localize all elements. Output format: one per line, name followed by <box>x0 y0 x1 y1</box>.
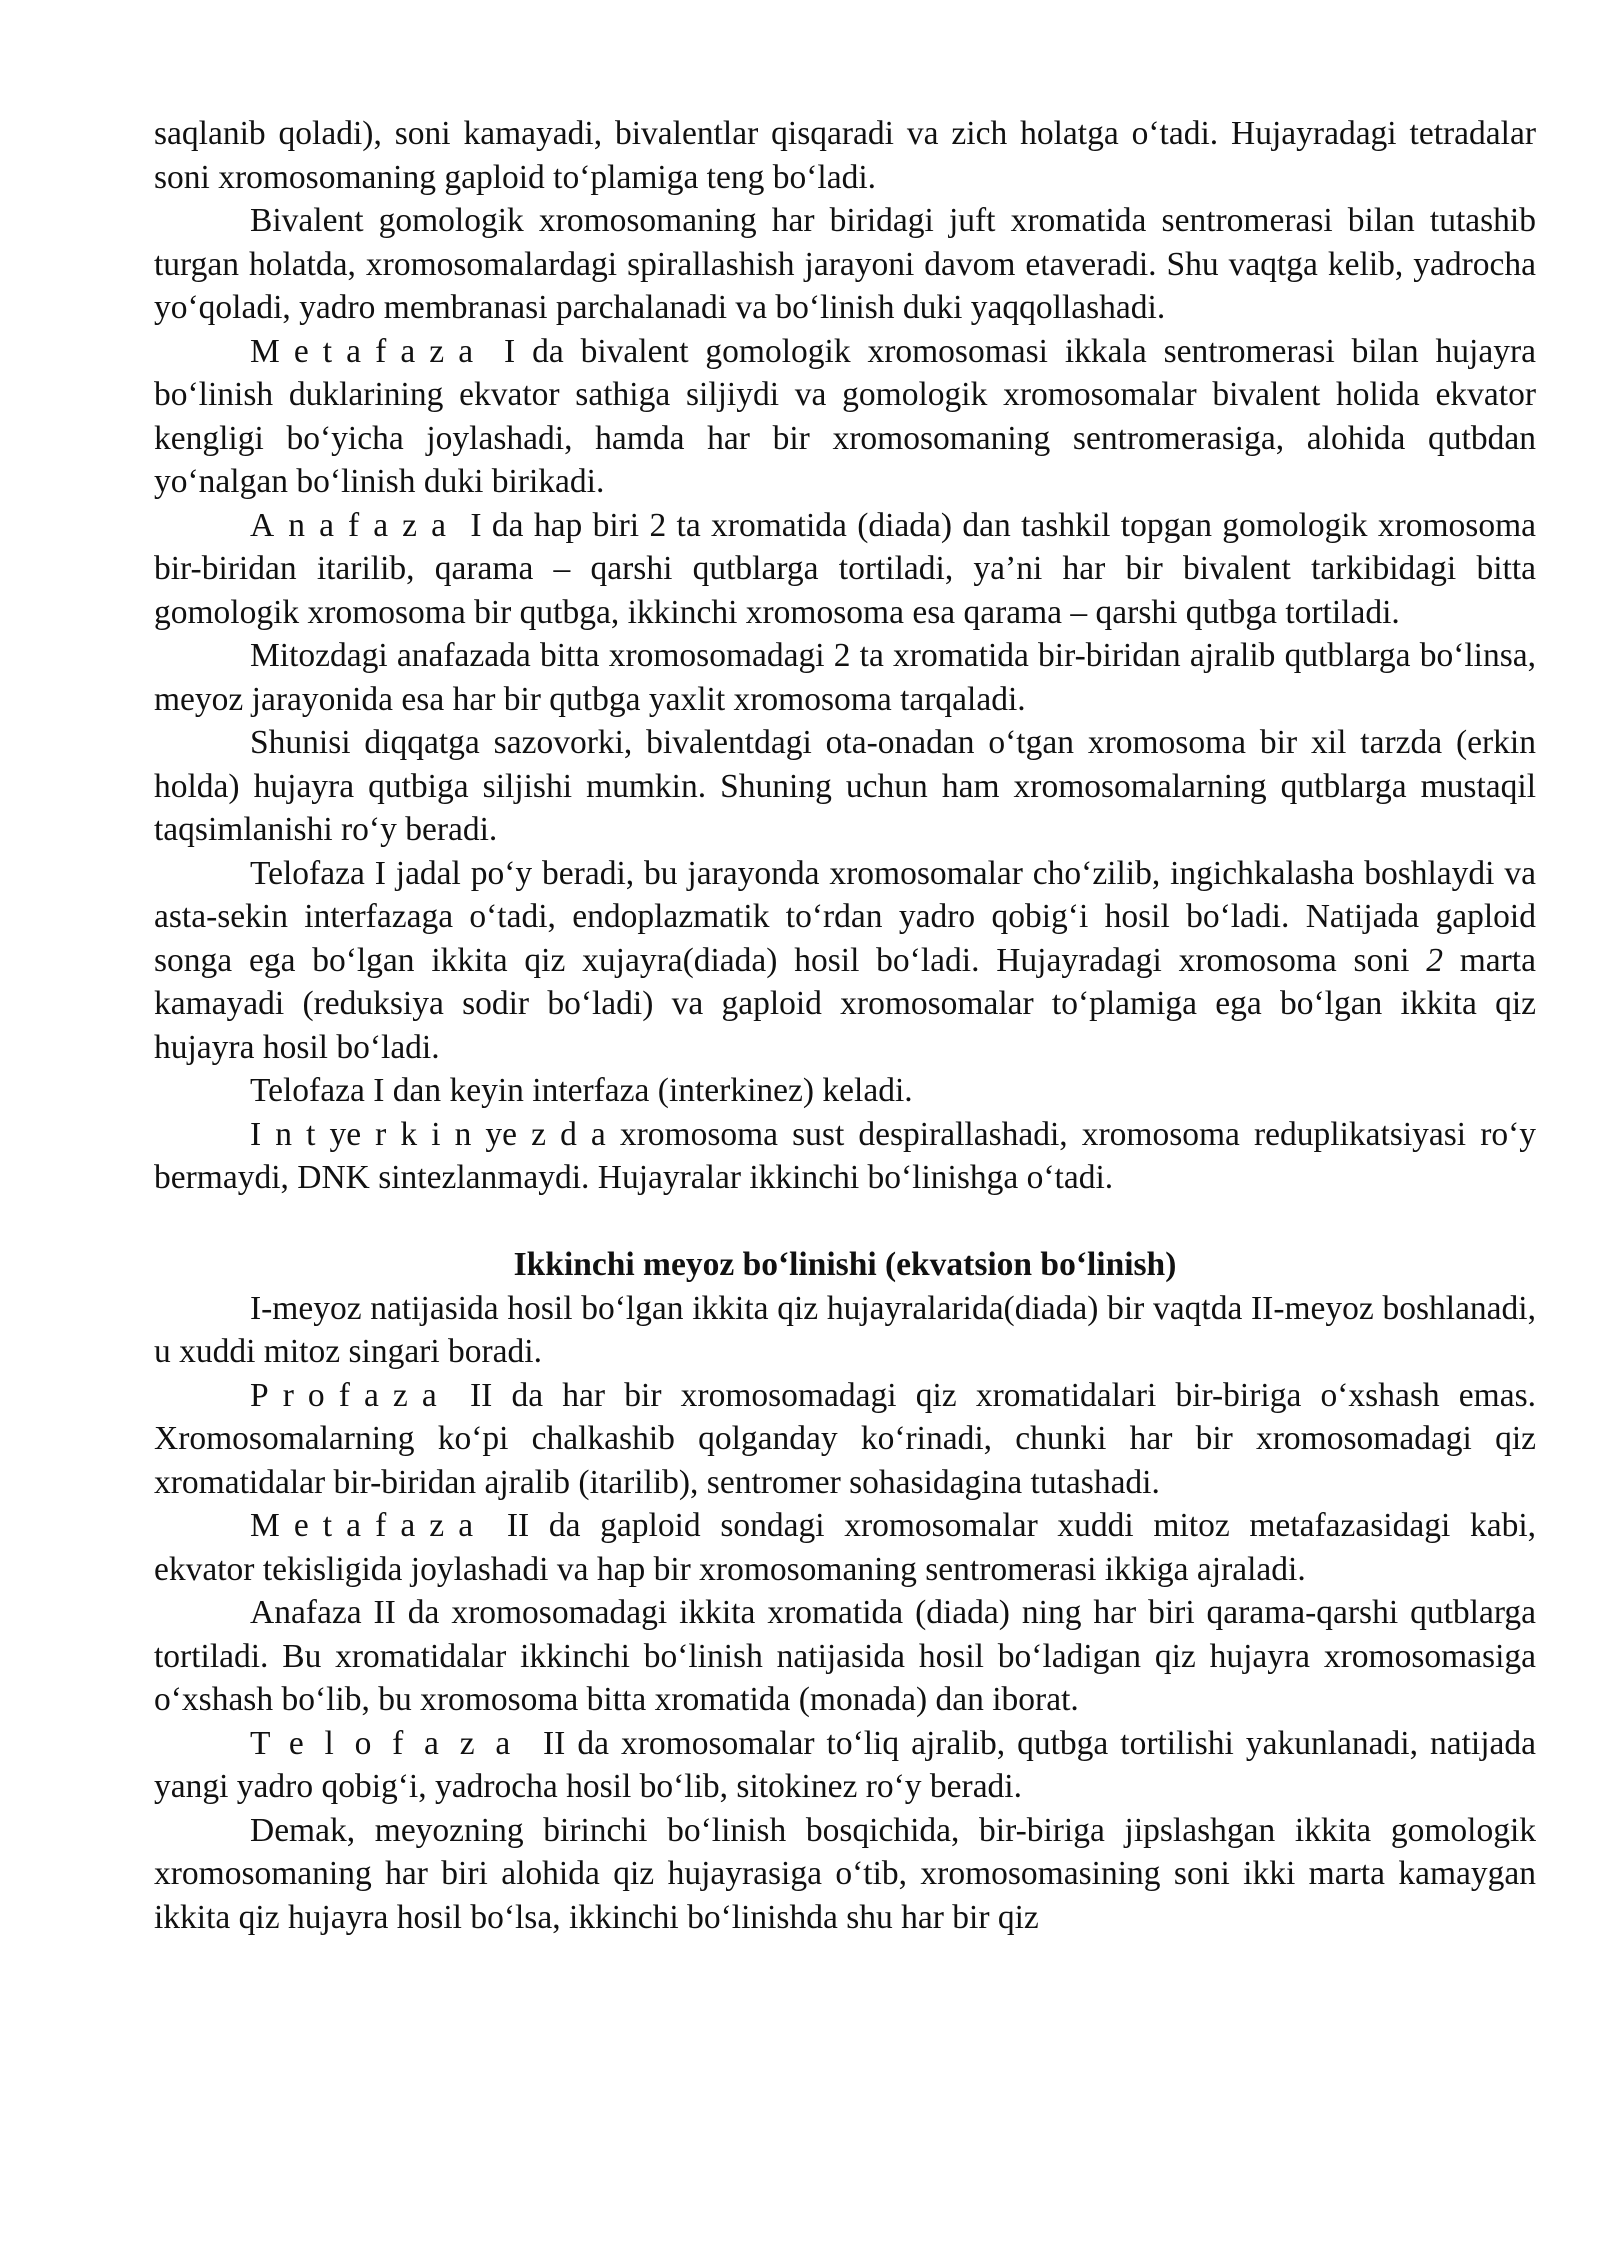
paragraph-telofaza-1 <box>154 852 1536 1070</box>
term-metafaza-2: Metafaza <box>250 1507 488 1544</box>
paragraph-interkinez: Telofaza I dan keyin interfaza (interkinez) keladi. <box>250 1072 913 1109</box>
paragraph-anafaza-1-text: I da hap biri 2 ta xromatida (diada) dan tashkil topgan gomologik xromosoma bir-biridan itarilib, qarama – qarshi qutblarga tortiladi, ya’ni har bir bivalent tarkibidagi bitta gomologik xromosoma bir qutbga, ikkinchi xromosoma esa qarama – qarshi qutbga tortiladi. <box>154 506 1536 631</box>
paragraph-2: Bivalent gomologik xromosomaning har biridagi juft xromatida sentromerasi bilan tutashib turgan holatda, xromosomalardagi spirallashish jarayoni davom etaveradi. Shu vaqtga kelib, yadrocha yo‘qoladi, yadro membranasi parchalanadi va bo‘linish duki yaqqollashadi. <box>154 202 1536 326</box>
paragraph-metafaza-1 <box>154 330 1536 504</box>
document-page <box>154 112 1536 1939</box>
paragraph-intyerkinyezda <box>154 1113 1536 1200</box>
paragraph-telofaza-2 <box>154 1722 1536 1809</box>
paragraph-metafaza-2-text: II da gaploid sondagi xromosomalar xuddi mitoz metafazasidagi kabi, ekvator tekisligida joylashadi va hap bir xromosomaning sentromerasi ikkiga ajraladi. <box>154 1507 1536 1588</box>
term-telofaza-2: Telofaza <box>250 1724 531 1762</box>
paragraph-1: saqlanib qoladi), soni kamayadi, bivalentlar qisqaradi va zich holatga o‘tadi. Hujayradagi tetradalar soni xromosomaning gaploid to‘plamiga teng bo‘ladi. <box>154 115 1536 196</box>
term-anafaza-1: Anafaza <box>250 506 461 544</box>
term-metafaza-1: Metafaza <box>250 332 488 370</box>
paragraph-shunisi: Shunisi diqqatga sazovorki, bivalentdagi ota-onadan o‘tgan xromosoma bir xil tarzda (erkin holda) hujayra qutbiga siljishi mumkin. Shuning uchun ham xromosomalarning qutblarga mustaqil taqsimlanishi ro‘y beradi. <box>154 724 1536 848</box>
paragraph-anafaza-2: Anafaza II da xromosomadagi ikkita xromatida (diada) ning har biri qarama-qarshi qutblarga tortiladi. Bu xromatidalar ikkinchi bo‘linish natijasida hosil bo‘ladigan qiz hujayra xromosomasiga o‘xshash bo‘lib, bu xromosoma bitta xromatida (monada) dan iborat. <box>154 1594 1536 1718</box>
paragraph-demak: Demak, meyozning birinchi bo‘linish bosqichida, bir-biriga jipslashgan ikkita gomologik xromosomaning har biri alohida qiz hujayrasiga o‘tib, xromosomasining soni ikki marta kamaygan ikkita qiz hujayra hosil bo‘lsa, ikkinchi bo‘linishda shu har bir qiz <box>154 1811 1536 1936</box>
paragraph-profaza-2-text: II da har bir xromosomadagi qiz xromatidalari bir-biriga o‘xshash emas. Xromosomalarning ko‘pi chalkashib qolganday ko‘rinadi, chunki har bir xromosomadagi qiz xromatidalar bir-biridan ajralib (itarilib), sentromer sohasidagina tutashadi. <box>154 1376 1536 1501</box>
paragraph-metafaza-2 <box>154 1504 1536 1591</box>
paragraph-intyerkinyezda-text: xromosoma sust despirallashadi, xromosoma reduplikatsiyasi ro‘y bermaydi, DNK sintezlanmaydi. Hujayralar ikkinchi bo‘linishga o‘tadi. <box>154 1115 1537 1196</box>
paragraph-meyoz-2: I-meyoz natijasida hosil bo‘lgan ikkita qiz hujayralarida(diada) bir vaqtda II-meyoz boshlanadi, u xuddi mitoz singari boradi. <box>154 1289 1536 1370</box>
paragraph-telofaza-2-text: II da xromosomalar to‘liq ajralib, qutbga tortilishi yakunlanadi, natijada yangi yadro qobig‘i, yadrocha hosil bo‘lib, sitokinez ro‘y beradi. <box>154 1724 1536 1805</box>
paragraph-metafaza-1-text: I da bivalent gomologik xromosomasi ikkala sentromerasi bilan hujayra bo‘linish duklarining ekvator sathiga siljiydi va gomologik xromosomalar bivalent holida ekvator kengligi bo‘yicha joylashadi, hamda har bir xromosomaning sentromerasiga, alohida qutbdan yo‘nalgan bo‘linish duki birikadi. <box>154 332 1536 500</box>
paragraph-telofaza-1-text-b: marta kamayadi (reduksiya sodir bo‘ladi) va gaploid xromosomalar to‘plamiga ega bo‘lgan ikkita qiz hujayra hosil bo‘ladi. <box>154 941 1536 1066</box>
paragraph-mitoz-anafaza: Mitozdagi anafazada bitta xromosomadagi 2 ta xromatida bir-biridan ajralib qutblarga bo‘linsa, meyoz jarayonida esa har bir qutbga yaxlit xromosoma tarqaladi. <box>154 637 1536 718</box>
term-intyerkinyezda: I n t ye r k i n ye z d a <box>250 1115 606 1153</box>
term-profaza-2: Profaza <box>250 1376 451 1414</box>
paragraph-profaza-2 <box>154 1374 1536 1505</box>
section-heading: Ikkinchi meyoz bo‘linishi (ekvatsion bo‘linish) <box>513 1246 1177 1283</box>
reduction-factor: 2 <box>1426 941 1443 979</box>
paragraph-telofaza-1-text-a: Telofaza I jadal po‘y beradi, bu jarayonda xromosomalar cho‘zilib, ingichkalasha boshlaydi va asta-sekin interfazaga o‘tadi, endoplazmatik to‘rdan yadro qobig‘i hosil bo‘ladi. Natijada gaploid songa ega bo‘lgan ikkita qiz xujayra(diada) hosil bo‘ladi. Hujayradagi xromosoma soni <box>154 854 1536 979</box>
paragraph-anafaza-1 <box>154 504 1536 635</box>
